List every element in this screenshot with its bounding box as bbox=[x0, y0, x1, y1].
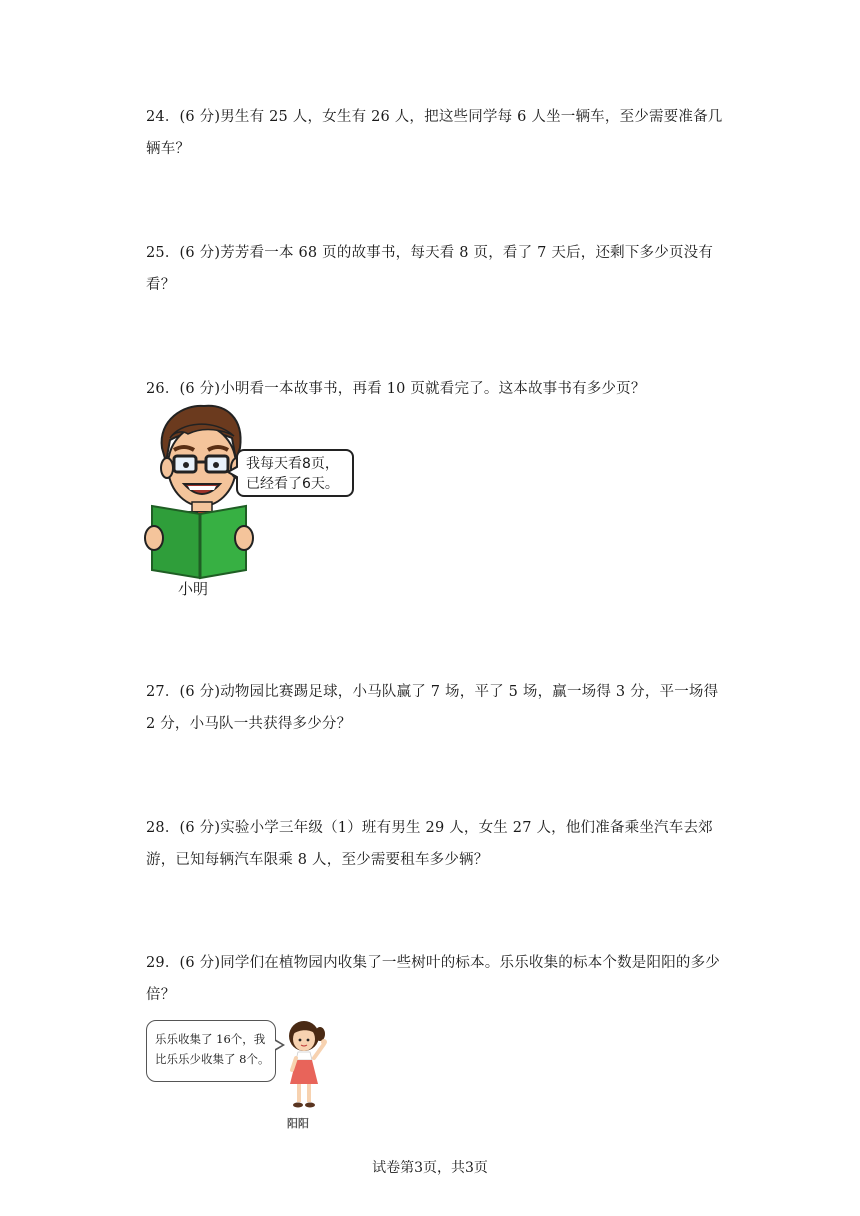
speech-line-1: 乐乐收集了 16个，我 bbox=[155, 1032, 266, 1046]
caption-yang: 阳阳 bbox=[287, 1117, 309, 1130]
girl-illustration bbox=[278, 1018, 334, 1114]
question-27: 27．(6 分)动物园比赛踢足球，小马队赢了 7 场，平了 5 场，赢一场得 3 分，平一场得 2 分，小马队一共获得多少分？ bbox=[146, 684, 719, 732]
question-25: 25．(6 分)芳芳看一本 68 页的故事书，每天看 8 页，看了 7 天后，还剩下多少页没有看？ bbox=[146, 245, 714, 293]
speech-line-2: 已经看了6天。 bbox=[246, 476, 339, 492]
bubble-tail-inner bbox=[230, 467, 239, 477]
speech-bubble-ming bbox=[236, 449, 354, 497]
speech-line-1: 我每天看8页， bbox=[246, 456, 339, 472]
question-29: 29．(6 分)同学们在植物园内收集了一些树叶的标本。乐乐收集的标本个数是阳阳的多少倍？ bbox=[146, 955, 720, 1003]
caption-ming: 小明 bbox=[178, 580, 209, 598]
question-24: 24．(6 分)男生有 25 人，女生有 26 人，把这些同学每 6 人坐一辆车，至少需要准备几辆车？ bbox=[146, 109, 723, 157]
speech-bubble-yang bbox=[146, 1020, 276, 1082]
page-footer: 试卷第3页，共3页 bbox=[372, 1160, 488, 1176]
speech-line-2: 比乐乐少收集了 8个。 bbox=[155, 1052, 270, 1066]
teacher-reading-illustration bbox=[144, 400, 374, 600]
question-26: 26．(6 分)小明看一本故事书，再看 10 页就看完了。这本故事书有多少页？ bbox=[146, 381, 646, 397]
question-28: 28．(6 分)实验小学三年级（1）班有男生 29 人，女生 27 人，他们准备乘坐汽车去郊游，已知每辆汽车限乘 8 人，至少需要租车多少辆？ bbox=[146, 820, 713, 868]
